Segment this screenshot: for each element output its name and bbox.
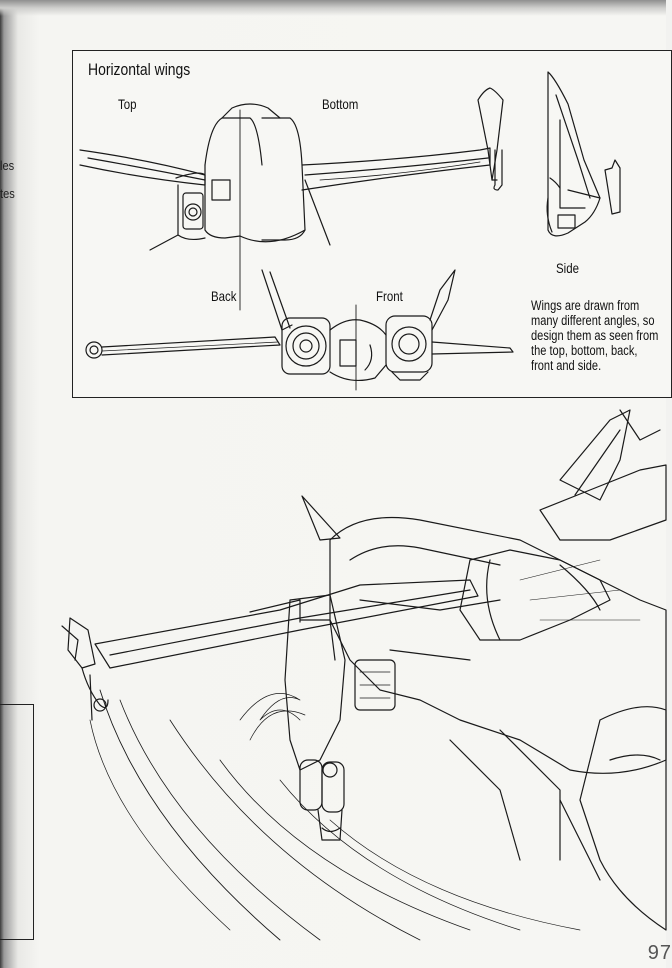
side-wing-drawing (547, 72, 620, 236)
view-label-back: Back (211, 288, 237, 304)
previous-page-text-fragment: tes (0, 186, 15, 201)
view-label-top: Top (118, 96, 137, 112)
back-front-wing-drawing (86, 270, 513, 390)
view-label-bottom: Bottom (322, 96, 359, 112)
top-bottom-wing-drawing (80, 88, 503, 310)
diagram-title: Horizontal wings (88, 60, 191, 79)
diagram-caption: Wings are drawn from many different angles, so design them as seen from the top, bottom, back, front and side. (531, 298, 659, 373)
view-label-front: Front (376, 288, 403, 304)
page-number: 97 (647, 942, 672, 964)
previous-page-text-fragment: les (0, 158, 15, 173)
mecha-illustration (62, 410, 666, 940)
view-label-side: Side (556, 260, 579, 276)
